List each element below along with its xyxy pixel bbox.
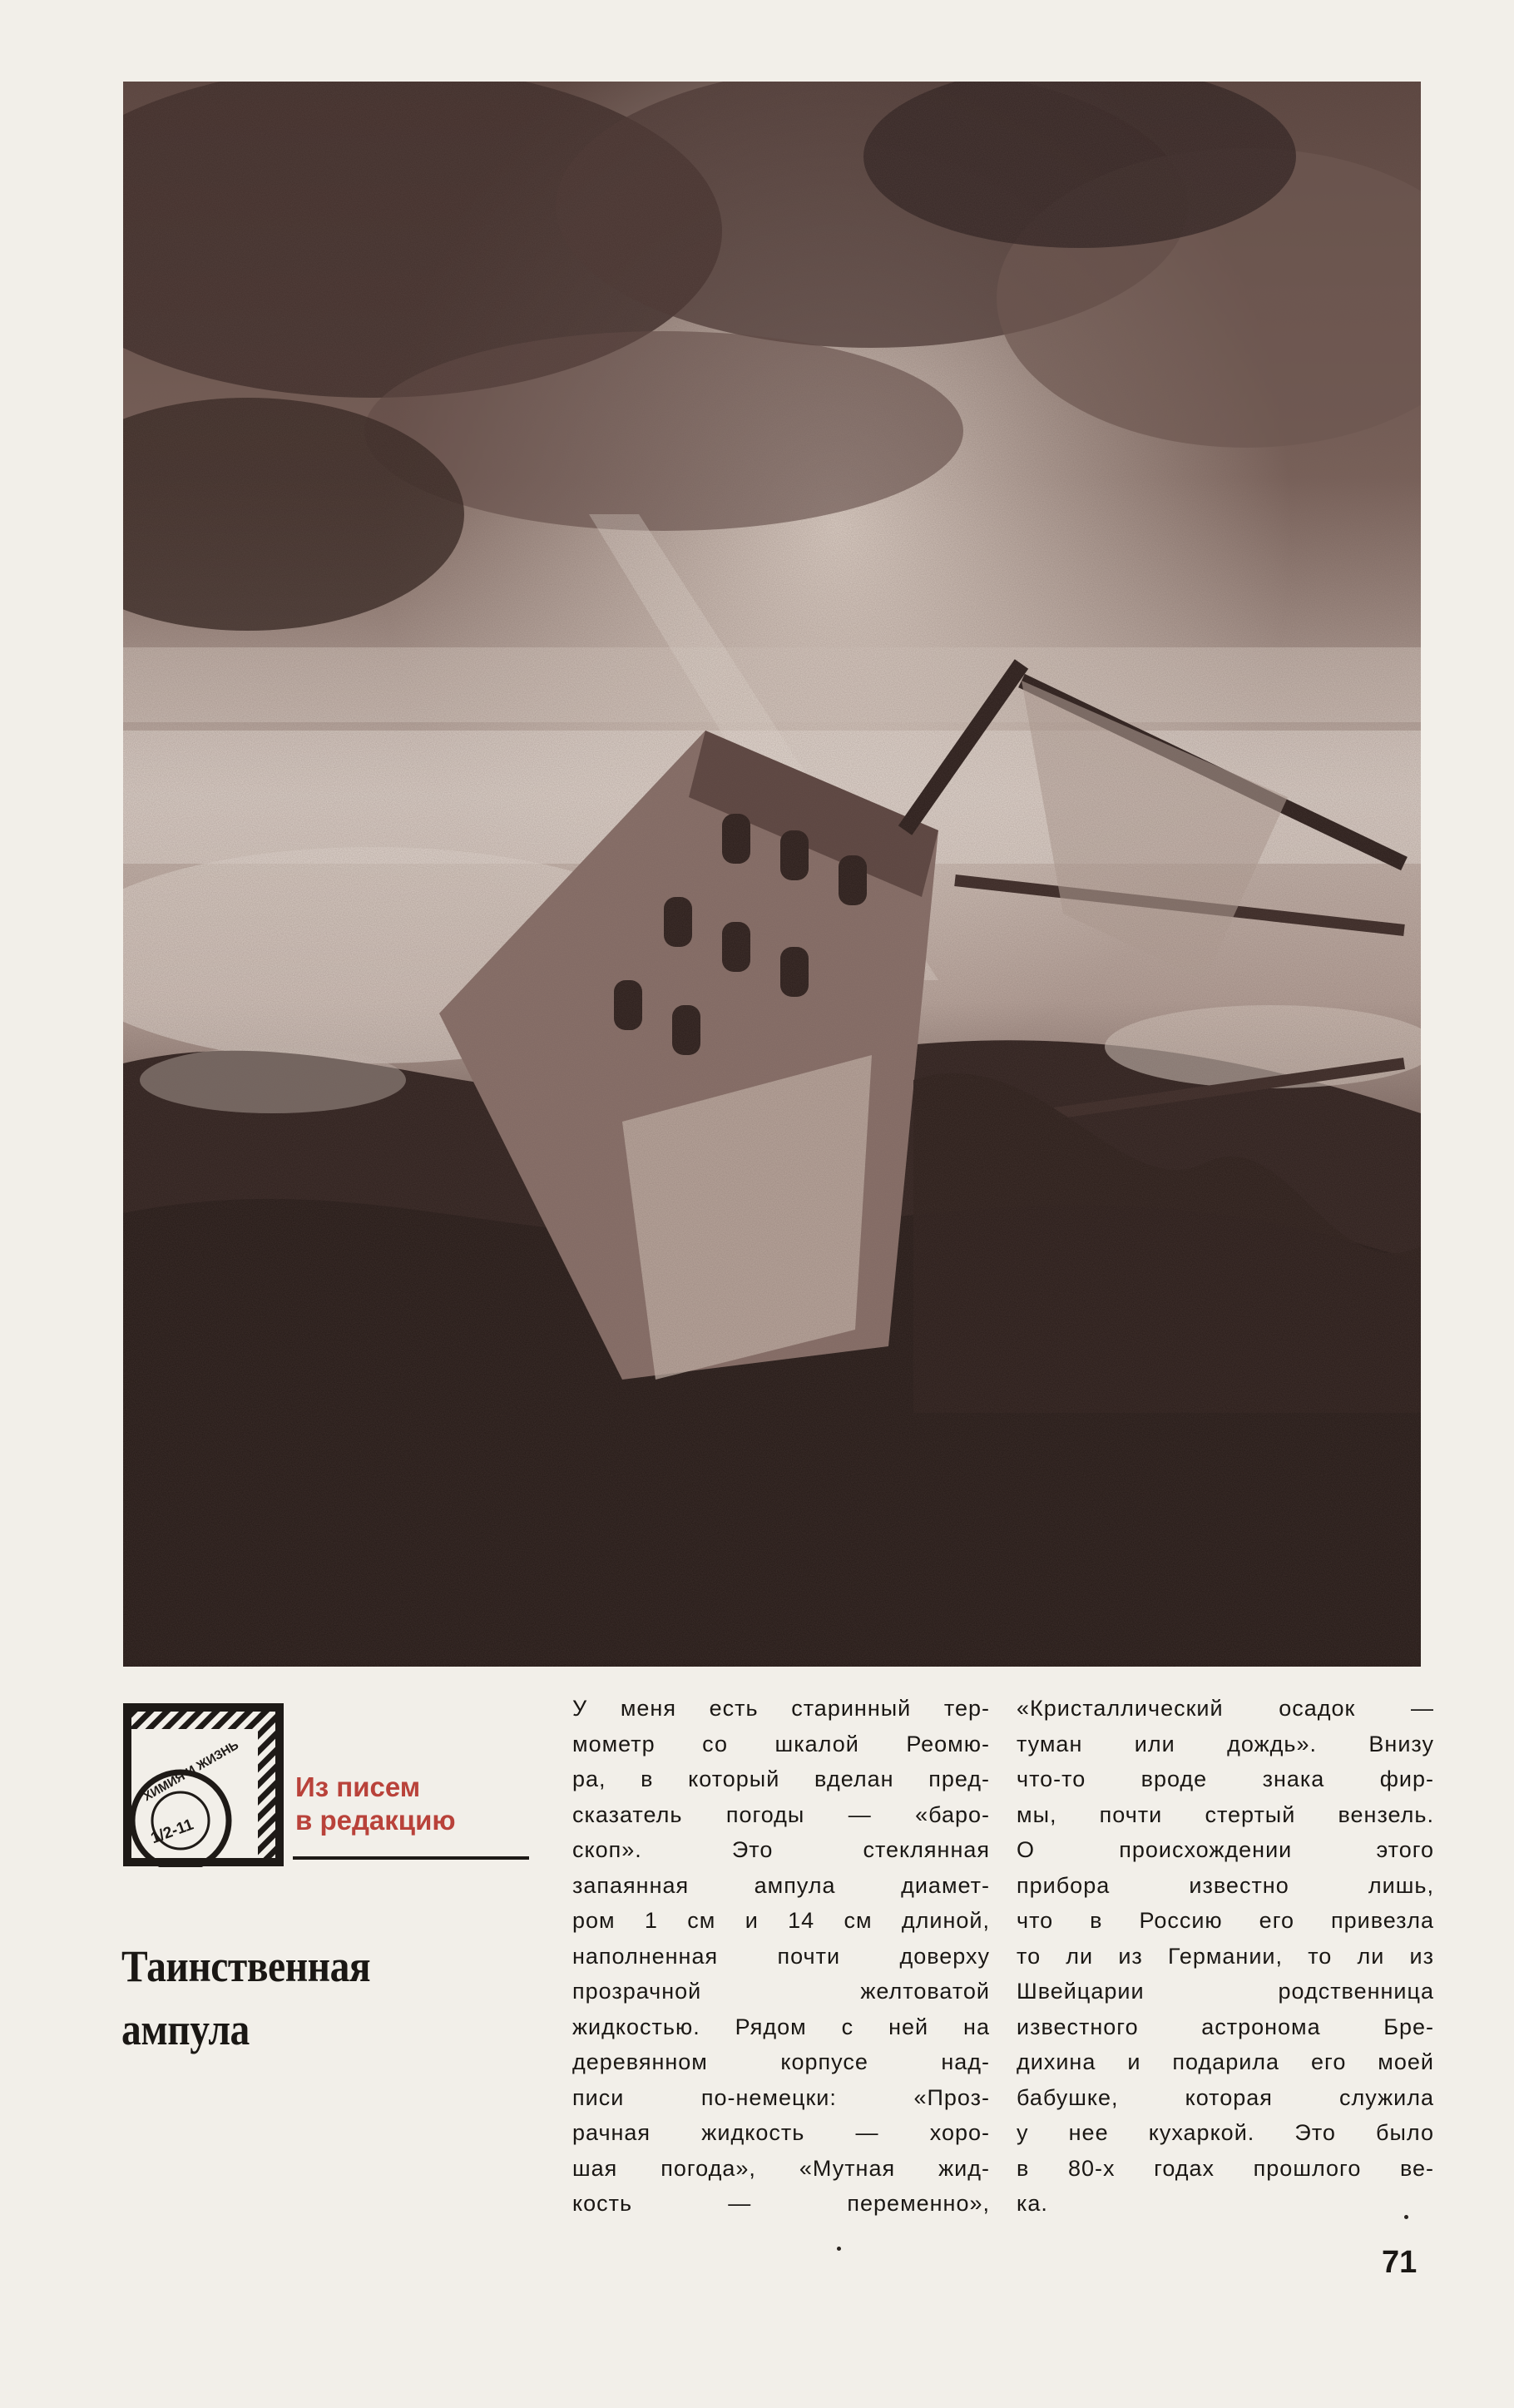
rubric-line1: Из писем — [295, 1771, 421, 1802]
text-line: У меня есть старинный тер- — [572, 1696, 990, 1721]
print-speck — [837, 2247, 841, 2251]
text-line: прозрачной желтоватой — [572, 1979, 990, 2004]
shipwreck-illustration — [123, 82, 1421, 1667]
text-line: в 80-х годах прошлого ве- — [1017, 2155, 1434, 2181]
text-line: кость — переменно», — [572, 2191, 990, 2216]
text-line: ка. — [1017, 2191, 1048, 2216]
shipwreck-image — [123, 82, 1421, 1667]
text-line: запаянная ампула диамет- — [572, 1872, 990, 1898]
stamp-text: ХИМИЯ И ЖИЗНЬ — [141, 1737, 241, 1805]
title-line1: Таинственная — [121, 1941, 371, 1991]
print-speck — [1404, 2215, 1408, 2219]
stamp-icon — [122, 1702, 284, 1867]
text-line: деревянном корпусе над- — [572, 2049, 990, 2074]
title-line2: ампула — [121, 2004, 250, 2054]
text-line: наполненная почти доверху — [572, 1943, 990, 1969]
text-line: дихина и подарила его моей — [1017, 2049, 1434, 2074]
article-title — [121, 1935, 370, 2061]
text-line: туман или дождь». Внизу — [1017, 1731, 1434, 1756]
text-line: мы, почти стертый вензель. — [1017, 1801, 1434, 1827]
text-line: мометр со шкалой Реомю- — [572, 1731, 990, 1756]
text-line: бабушке, которая служила — [1017, 2084, 1434, 2110]
rubric-line2: в редакцию — [295, 1805, 456, 1836]
text-line: шая погода», «Мутная жид- — [572, 2155, 990, 2181]
text-column-1 — [572, 1691, 990, 2222]
rubric-divider — [293, 1856, 529, 1860]
text-line: то ли из Германии, то ли из — [1017, 1943, 1434, 1969]
text-line: у нее кухаркой. Это было — [1017, 2120, 1434, 2145]
text-line: сказатель погоды — «баро- — [572, 1801, 990, 1827]
text-line: что-то вроде знака фир- — [1017, 1766, 1434, 1791]
text-line: ра, в который вделан пред- — [572, 1766, 990, 1791]
stamp-date: 1/2-11 — [148, 1816, 196, 1848]
text-line: что в Россию его привезла — [1017, 1908, 1434, 1933]
text-line: ром 1 см и 14 см длиной, — [572, 1908, 990, 1933]
text-line: рачная жидкость — хоро- — [572, 2120, 990, 2145]
text-line: писи по-немецки: «Проз- — [572, 2084, 990, 2110]
text-line: О происхождении этого — [1017, 1837, 1434, 1862]
text-line: жидкостью. Рядом с ней на — [572, 2014, 990, 2039]
text-line: Швейцарии родственница — [1017, 1979, 1434, 2004]
text-line: скоп». Это стеклянная — [572, 1837, 990, 1862]
text-line: «Кристаллический осадок — — [1017, 1696, 1434, 1721]
text-column-2 — [1017, 1691, 1434, 2222]
text-line: известного астронома Бре- — [1017, 2014, 1434, 2039]
page-number: 71 — [1382, 2245, 1418, 2280]
text-line: прибора известно лишь, — [1017, 1872, 1434, 1898]
rubric-label — [295, 1771, 456, 1837]
